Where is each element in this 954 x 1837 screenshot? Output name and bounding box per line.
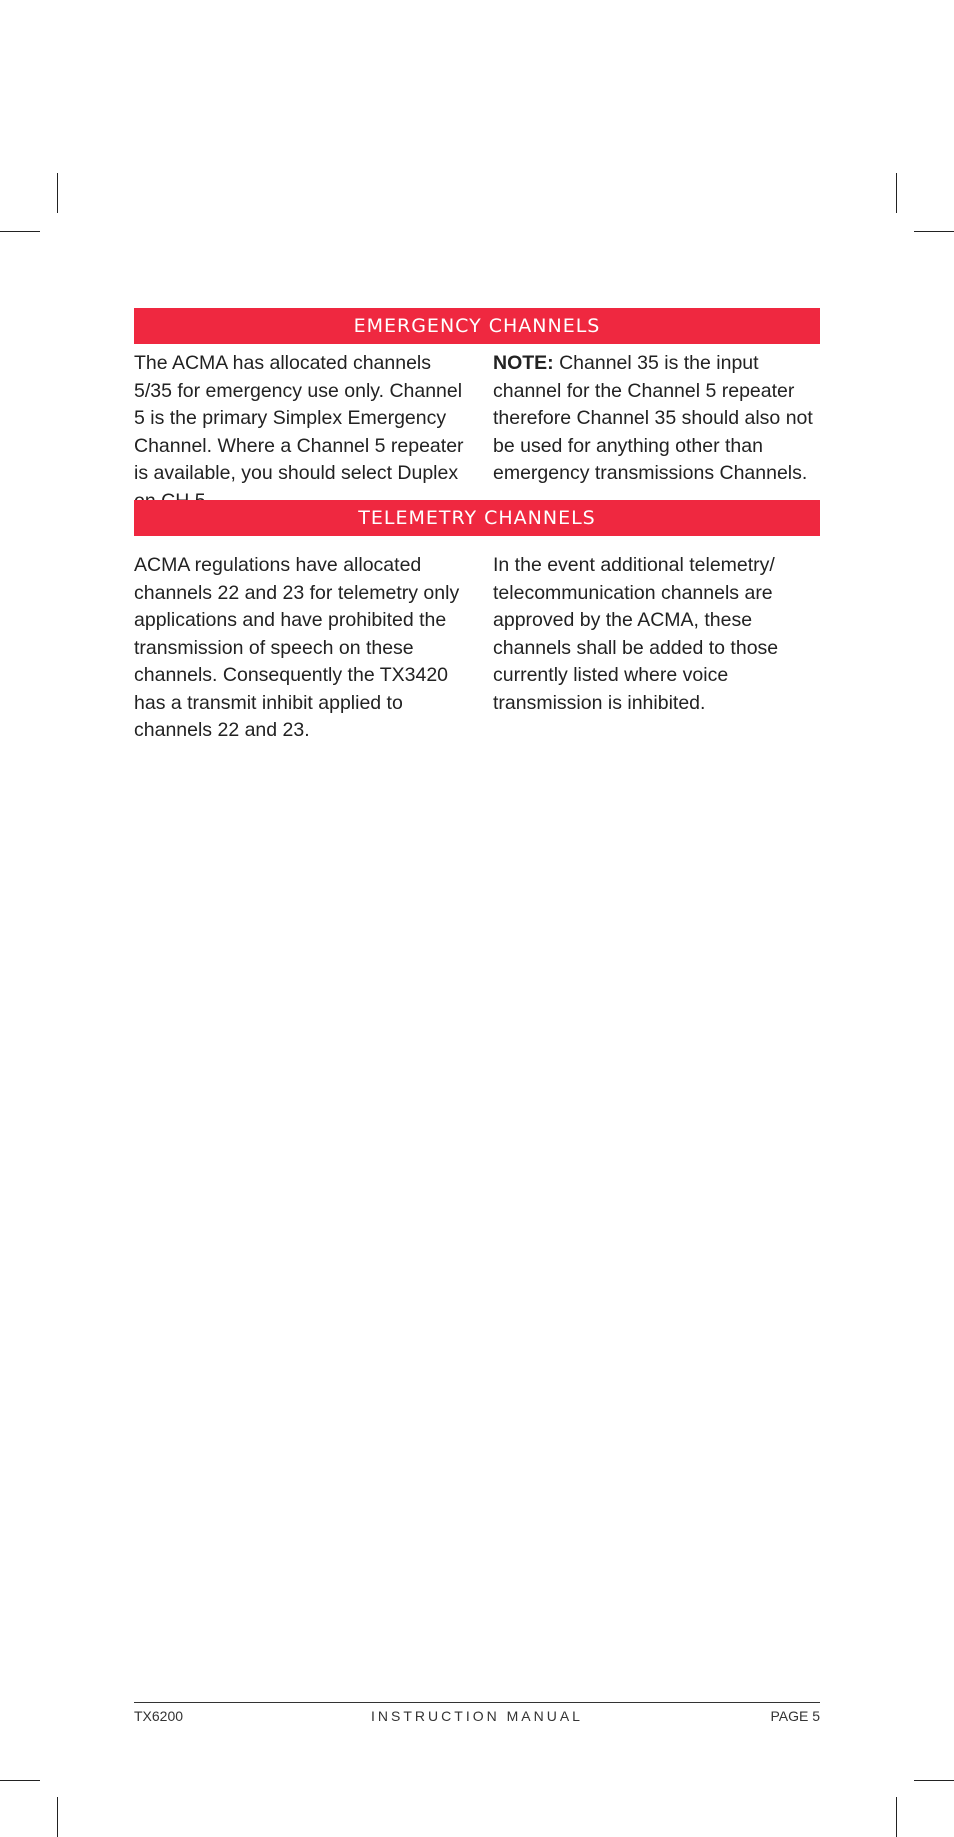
footer-page-number: PAGE 5 xyxy=(770,1708,820,1724)
footer-title: INSTRUCTION MANUAL xyxy=(371,1708,583,1724)
note-label: NOTE: xyxy=(493,352,554,374)
footer-rule xyxy=(134,1702,820,1703)
telemetry-channels-right-text: In the event additional telemetry/ telecommunication channels are approved by the ACMA, these channels shall be added to those currently listed where voice transmission is inhibited. xyxy=(493,554,779,714)
crop-mark-top-right-h xyxy=(914,231,954,232)
crop-mark-top-left-h xyxy=(0,231,40,232)
crop-mark-bottom-left-h xyxy=(0,1780,40,1781)
crop-mark-top-right-v xyxy=(896,173,897,213)
emergency-channels-left-text: The ACMA has allocated channels 5/35 for emergency use only. Channel 5 is the primary Simplex Emergency Channel. Where a Channel 5 repeater is available, you should select Duplex xyxy=(134,352,464,484)
page-footer xyxy=(134,1708,820,1730)
emergency-channels-note xyxy=(493,350,823,488)
crop-mark-bottom-left-v xyxy=(57,1797,58,1837)
telemetry-channels-left-text: ACMA regulations have allocated channels 22 and 23 for telemetry only applications and have prohibited the transmission of speech on these channels. Consequently the TX3420 has a transmit inhibit applied to channels 22 and 23. xyxy=(134,554,460,741)
crop-mark-bottom-right-h xyxy=(914,1780,954,1781)
emergency-channels-note-text: Channel 35 is the input channel for the Channel 5 repeater therefore Channel 35 should also not be used for anything other than emergency transmissions Channels. xyxy=(493,352,813,484)
crop-mark-bottom-right-v xyxy=(896,1797,897,1837)
emergency-channels-heading: EMERGENCY CHANNELS xyxy=(134,308,820,344)
telemetry-channels-heading: TELEMETRY CHANNELS xyxy=(134,500,820,536)
crop-mark-top-left-v xyxy=(57,173,58,213)
footer-model: TX6200 xyxy=(134,1708,184,1724)
